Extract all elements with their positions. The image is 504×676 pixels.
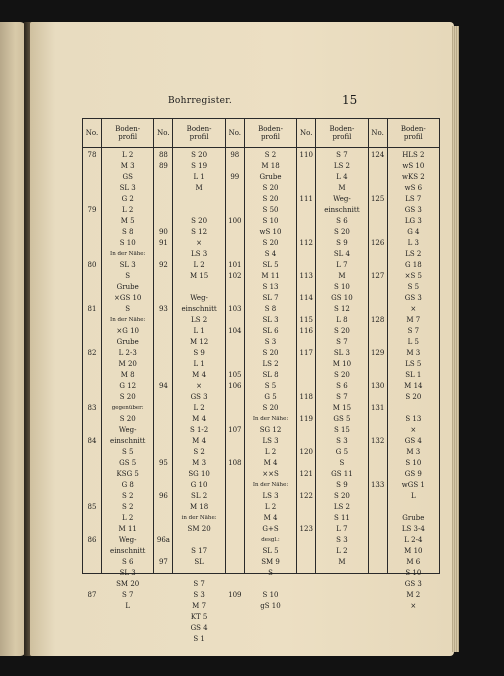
bore-number: 83: [87, 404, 97, 412]
profile-entry: S 20: [262, 349, 279, 357]
profile-entry: ×GS 10: [114, 294, 142, 302]
profile-entry: S 2: [193, 448, 205, 456]
profile-entry: G 8: [121, 481, 134, 489]
profile-entry: L 2-4: [404, 536, 423, 544]
profile-entry: GS 3: [404, 580, 422, 588]
bore-number: 97: [158, 558, 168, 566]
bore-number: 92: [158, 261, 168, 269]
profile-entry: S 20: [333, 228, 350, 236]
profile-entry: S 13: [262, 283, 279, 291]
column-header-no: No.: [226, 119, 244, 148]
bore-number: 116: [299, 327, 313, 335]
bore-number: 98: [230, 151, 240, 159]
profile-entry: desgl.:: [261, 537, 280, 543]
column-header-bodenprofil: Boden- profil: [388, 119, 439, 148]
profile-entry: SL 4: [333, 250, 350, 258]
register-block-3: [226, 119, 297, 610]
left-page-edge: [0, 22, 26, 656]
column-no: [83, 119, 102, 599]
profile-entry: In der Nähe:: [252, 416, 289, 422]
profile-entry: LS 3: [262, 437, 279, 445]
profile-entry: SL 5: [262, 261, 279, 269]
bore-number: 105: [228, 371, 242, 379]
profile-entry: GS 3: [404, 294, 422, 302]
profile-entry: wS 6: [404, 184, 423, 192]
profile-entry: M 10: [332, 360, 352, 368]
profile-entry: S 10: [405, 569, 422, 577]
bore-number: 81: [87, 305, 97, 313]
profile-entry: L 2: [336, 547, 348, 555]
bore-number: 82: [87, 349, 97, 357]
bore-number: 133: [370, 481, 385, 489]
column-header-no: No.: [83, 119, 101, 148]
register-block-1: [83, 119, 154, 610]
profile-entry: M 15: [189, 272, 209, 280]
profile-entry: L: [125, 602, 131, 610]
column-header-no: No.: [297, 119, 315, 148]
profile-entry: In der Nähe:: [110, 251, 146, 257]
bore-number: 124: [370, 151, 385, 159]
bore-number: 131: [370, 404, 385, 412]
bore-number: 80: [87, 261, 97, 269]
bore-number: 111: [299, 195, 313, 203]
profile-entry: S 7: [121, 591, 134, 599]
profile-entry: wS 10: [259, 228, 282, 236]
profile-entry: S 20: [262, 404, 279, 412]
profile-entry: S 12: [333, 305, 350, 313]
profile-entry: L 1: [193, 173, 205, 181]
profile-entry: S 3: [336, 437, 348, 445]
bore-number: 129: [370, 349, 385, 357]
profile-entry: GS 4: [404, 437, 422, 445]
column-no: [226, 119, 245, 599]
register-block-5: [369, 119, 439, 610]
profile-entry: einschnitt: [110, 547, 146, 555]
profile-entry: einschnitt: [324, 206, 360, 214]
bore-number: 107: [228, 426, 242, 434]
column-no: [369, 119, 388, 573]
bore-number: 122: [299, 492, 313, 500]
profile-entry: S 7: [336, 338, 348, 346]
profile-entry: Weg-: [190, 294, 208, 302]
register-block-4: [297, 119, 368, 573]
profile-entry: M: [338, 558, 346, 566]
profile-entry: [173, 568, 224, 579]
profile-entry: LS 3: [262, 492, 279, 500]
profile-entry: G 18: [404, 261, 422, 269]
bore-number: 127: [370, 272, 385, 280]
profile-entry: S 7: [193, 580, 205, 588]
profile-entry: M 3: [120, 162, 135, 170]
profile-entry: L 2: [122, 514, 134, 522]
profile-entry: GS 5: [119, 459, 137, 467]
profile-entry: L 2: [122, 151, 134, 159]
profile-entry: L 1: [193, 360, 205, 368]
profile-entry: S 10: [119, 239, 136, 247]
bore-number: 112: [299, 239, 313, 247]
page-stack-edge: [452, 26, 459, 652]
profile-entry: M 4: [263, 514, 278, 522]
profile-entry: M 4: [192, 415, 207, 423]
bore-number: 102: [228, 272, 242, 280]
profile-entry: Weg-: [333, 195, 351, 203]
profile-entry: M 2: [406, 591, 421, 599]
profile-entry: S 20: [119, 415, 136, 423]
profile-entry: KSG 5: [116, 470, 139, 478]
profile-entry: L: [411, 492, 416, 500]
profile-entry: S 1: [193, 635, 205, 643]
profile-entry: S 2: [121, 503, 134, 511]
profile-entry: in der Nähe:: [181, 515, 217, 521]
profile-entry: G 5: [264, 393, 277, 401]
column-no: [154, 119, 173, 573]
profile-entry: M 14: [404, 382, 423, 390]
profile-entry: SG 12: [259, 426, 282, 434]
profile-entry: Weg-: [118, 426, 137, 434]
profile-entry: [245, 579, 296, 590]
profile-entry: S 9: [193, 349, 205, 357]
profile-entry: M 15: [332, 404, 352, 412]
profile-entry: S 6: [121, 558, 134, 566]
profile-entry: M 18: [261, 162, 280, 170]
profile-entry: M 3: [192, 459, 207, 467]
profile-entry: M 4: [263, 459, 278, 467]
profile-entry: S 12: [191, 228, 208, 236]
column-bodenprofil: [316, 119, 367, 573]
bore-number: 96a: [156, 536, 170, 544]
bore-number: 120: [299, 448, 313, 456]
profile-entry: L 2: [122, 206, 134, 214]
bore-number: 99: [230, 173, 240, 181]
profile-entry: S 9: [336, 481, 348, 489]
bore-number: 108: [228, 459, 242, 467]
profile-entry: GS 3: [190, 393, 208, 401]
profile-entry: S 9: [336, 239, 348, 247]
profile-entry: M 18: [189, 503, 209, 511]
profile-entry: S 4: [264, 250, 277, 258]
profile-entry: S 13: [405, 415, 422, 423]
bore-number: 90: [158, 228, 168, 236]
profile-entry: S 5: [407, 283, 420, 291]
profile-entry: [173, 535, 224, 546]
bore-number: 118: [299, 393, 313, 401]
profile-entry: wGS 1: [401, 481, 425, 489]
profile-entry: M: [195, 184, 203, 192]
profile-entry: S 20: [333, 492, 350, 500]
bore-number: 79: [87, 206, 97, 214]
profile-entry: SL 1: [405, 371, 422, 379]
profile-entry: LS 7: [405, 195, 422, 203]
bore-number: 85: [87, 503, 97, 511]
profile-entry: M 5: [120, 217, 135, 225]
profile-entry: GS 9: [404, 470, 422, 478]
profile-entry: S: [125, 272, 131, 280]
profile-entry: [173, 205, 224, 216]
profile-entry: S 5: [264, 382, 277, 390]
bore-number: 130: [370, 382, 385, 390]
bore-number: 88: [158, 151, 168, 159]
profile-entry: GS 5: [333, 415, 351, 423]
profile-entry: M: [338, 272, 346, 280]
profile-entry: S 7: [407, 327, 420, 335]
profile-entry: M 3: [406, 448, 421, 456]
profile-entry: LS 2: [405, 250, 422, 258]
profile-entry: L 2: [264, 448, 277, 456]
profile-entry: SM 9: [261, 558, 280, 566]
profile-entry: S 20: [262, 195, 279, 203]
profile-entry: L 3: [407, 239, 419, 247]
column-header-bodenprofil: Boden- profil: [102, 119, 153, 148]
profile-entry: [388, 403, 439, 414]
profile-entry: S 17: [191, 547, 208, 555]
profile-entry: ×: [410, 426, 417, 434]
profile-entry: S 8: [264, 305, 277, 313]
bore-number: 126: [370, 239, 385, 247]
profile-entry: In der Nähe:: [252, 482, 289, 488]
profile-entry: S 3: [193, 591, 205, 599]
column-bodenprofil: [102, 119, 153, 610]
profile-entry: einschnitt: [110, 437, 146, 445]
profile-entry: S: [339, 459, 345, 467]
profile-entry: LS 5: [405, 360, 422, 368]
profile-entry: LG 3: [404, 217, 422, 225]
profile-entry: SL 8: [262, 371, 279, 379]
profile-entry: wS 10: [402, 162, 425, 170]
profile-entry: S: [125, 305, 131, 313]
column-header-no: No.: [154, 119, 172, 148]
profile-entry: GS 10: [331, 294, 353, 302]
profile-entry: HLS 2: [402, 151, 425, 159]
profile-entry: S 50: [262, 206, 279, 214]
profile-entry: S 3: [336, 536, 348, 544]
bore-number: 115: [299, 316, 313, 324]
profile-entry: S 20: [333, 371, 350, 379]
profile-entry: LS 2: [262, 360, 279, 368]
column-header-bodenprofil: Boden- profil: [316, 119, 367, 148]
profile-entry: S 10: [333, 283, 350, 291]
profile-entry: wKS 2: [401, 173, 425, 181]
profile-entry: ×: [410, 602, 417, 610]
bore-number: 87: [87, 591, 97, 599]
bore-number: 123: [299, 525, 313, 533]
profile-entry: G 12: [119, 382, 137, 390]
bore-number: 84: [87, 437, 97, 445]
profile-entry: Weg-: [118, 536, 137, 544]
profile-entry: S 20: [333, 327, 350, 335]
profile-entry: SL 3: [119, 569, 136, 577]
profile-entry: Grube: [116, 338, 139, 346]
profile-entry: M 10: [404, 547, 423, 555]
profile-entry: Grube: [116, 283, 139, 291]
bore-number: 93: [158, 305, 168, 313]
bore-number: 109: [228, 591, 242, 599]
profile-entry: ×S 5: [404, 272, 422, 280]
bore-number: 100: [228, 217, 242, 225]
profile-entry: ×: [196, 382, 203, 390]
profile-entry: L 2: [193, 404, 205, 412]
bore-number: 103: [228, 305, 242, 313]
profile-entry: L 4: [336, 173, 348, 181]
profile-entry: SL 3: [119, 184, 136, 192]
profile-entry: [173, 194, 224, 205]
bore-number: 121: [299, 470, 313, 478]
profile-entry: M: [338, 184, 346, 192]
profile-entry: einschnitt: [181, 305, 217, 313]
profile-entry: ×: [410, 305, 417, 313]
profile-entry: G 5: [335, 448, 349, 456]
profile-entry: SM 20: [187, 525, 211, 533]
bore-number: 101: [228, 261, 242, 269]
profile-entry: LS 3: [191, 250, 208, 258]
bore-number: 113: [299, 272, 313, 280]
profile-entry: LS 2: [333, 503, 350, 511]
profile-entry: [388, 502, 439, 513]
profile-entry: SL: [194, 558, 204, 566]
profile-entry: S 10: [262, 217, 279, 225]
column-bodenprofil: [173, 119, 224, 643]
profile-entry: S 7: [336, 151, 348, 159]
profile-entry: SL 3: [119, 261, 136, 269]
bore-number: 95: [158, 459, 168, 467]
profile-entry: S 3: [264, 338, 277, 346]
column-header-bodenprofil: Boden- profil: [245, 119, 296, 148]
profile-entry: G 4: [407, 228, 420, 236]
column-no: [297, 119, 316, 573]
register-block-2: [154, 119, 225, 643]
profile-entry: M 11: [118, 525, 137, 533]
profile-entry: gS 10: [260, 602, 281, 610]
profile-entry: S 20: [119, 393, 136, 401]
profile-entry: S 8: [121, 228, 134, 236]
profile-entry: S 20: [405, 393, 422, 401]
profile-entry: S 11: [333, 514, 350, 522]
profile-entry: Grube: [402, 514, 425, 522]
profile-entry: S 20: [262, 184, 279, 192]
profile-entry: S 7: [336, 393, 348, 401]
bore-number: 91: [158, 239, 168, 247]
profile-entry: SM 20: [116, 580, 140, 588]
profile-entry: M 4: [192, 437, 207, 445]
profile-entry: SL 2: [191, 492, 208, 500]
profile-entry: SL 6: [262, 327, 279, 335]
profile-entry: G 10: [190, 481, 208, 489]
profile-entry: S: [268, 569, 273, 577]
profile-entry: LS 3-4: [401, 525, 425, 533]
bore-number: 114: [299, 294, 313, 302]
bore-number: 119: [299, 415, 313, 423]
profile-entry: SL 3: [333, 349, 350, 357]
profile-entry: SL 5: [262, 547, 279, 555]
profile-entry: S 6: [336, 382, 348, 390]
profile-entry: ×G 10: [116, 327, 139, 335]
profile-entry: S 1-2: [189, 426, 209, 434]
profile-entry: M 12: [189, 338, 209, 346]
bore-number: 117: [299, 349, 313, 357]
profile-entry: ×: [196, 239, 203, 247]
profile-entry: S 20: [191, 217, 208, 225]
bore-number: 106: [228, 382, 242, 390]
profile-entry: SL 3: [262, 316, 279, 324]
profile-entry: S 5: [121, 448, 134, 456]
bore-number: 86: [87, 536, 97, 544]
profile-entry: L 1: [193, 327, 205, 335]
bore-number: 132: [370, 437, 385, 445]
profile-entry: M 8: [120, 371, 135, 379]
profile-entry: G 2: [121, 195, 134, 203]
profile-entry: M 4: [192, 371, 207, 379]
profile-entry: S 20: [262, 239, 279, 247]
bore-number: 110: [299, 151, 313, 159]
bore-number: 89: [158, 162, 168, 170]
profile-entry: GS 3: [404, 206, 422, 214]
profile-entry: M 20: [118, 360, 137, 368]
profile-entry: S 10: [405, 459, 422, 467]
page-number: 15: [342, 93, 358, 107]
bore-number: 104: [228, 327, 242, 335]
running-title: Bohrregister.: [168, 96, 233, 106]
profile-entry: L 2: [264, 503, 277, 511]
profile-entry: M 11: [261, 272, 280, 280]
profile-entry: S 6: [336, 217, 348, 225]
profile-entry: S 10: [262, 591, 279, 599]
profile-entry: GS 11: [331, 470, 353, 478]
profile-entry: S 2: [121, 492, 134, 500]
profile-entry: S 2: [264, 151, 277, 159]
column-header-bodenprofil: Boden- profil: [173, 119, 224, 148]
profile-entry: LS 2: [191, 316, 208, 324]
profile-entry: L 7: [336, 525, 348, 533]
column-header-no: No.: [369, 119, 387, 148]
profile-entry: S 20: [191, 151, 208, 159]
profile-entry: L 2-3: [118, 349, 137, 357]
profile-entry: GS 4: [190, 624, 208, 632]
profile-entry: gegenüber:: [111, 405, 144, 411]
profile-entry: M 3: [406, 349, 421, 357]
profile-entry: Grube: [259, 173, 282, 181]
profile-entry: ××S: [262, 470, 279, 478]
bore-number: 78: [87, 151, 97, 159]
profile-entry: [173, 282, 224, 293]
bore-number: 128: [370, 316, 385, 324]
profile-entry: L 8: [336, 316, 348, 324]
profile-entry: M 7: [406, 316, 421, 324]
profile-entry: G+S: [262, 525, 279, 533]
bore-number: 94: [158, 382, 168, 390]
column-bodenprofil: [245, 119, 296, 610]
profile-entry: SL 7: [262, 294, 279, 302]
profile-entry: SG 10: [188, 470, 210, 478]
profile-entry: S 19: [191, 162, 208, 170]
bore-number: 125: [370, 195, 385, 203]
column-bodenprofil: [388, 119, 439, 610]
profile-entry: L 7: [336, 261, 348, 269]
profile-entry: L 2: [193, 261, 205, 269]
profile-entry: S 15: [333, 426, 350, 434]
profile-entry: GS: [122, 173, 133, 181]
profile-entry: M 7: [192, 602, 207, 610]
bore-number: 96: [158, 492, 168, 500]
profile-entry: KT 5: [190, 613, 208, 621]
profile-entry: LS 2: [333, 162, 350, 170]
profile-entry: In der Nähe:: [110, 317, 146, 323]
profile-entry: M 6: [406, 558, 421, 566]
profile-entry: L 5: [407, 338, 419, 346]
bore-register-table: [82, 118, 440, 643]
